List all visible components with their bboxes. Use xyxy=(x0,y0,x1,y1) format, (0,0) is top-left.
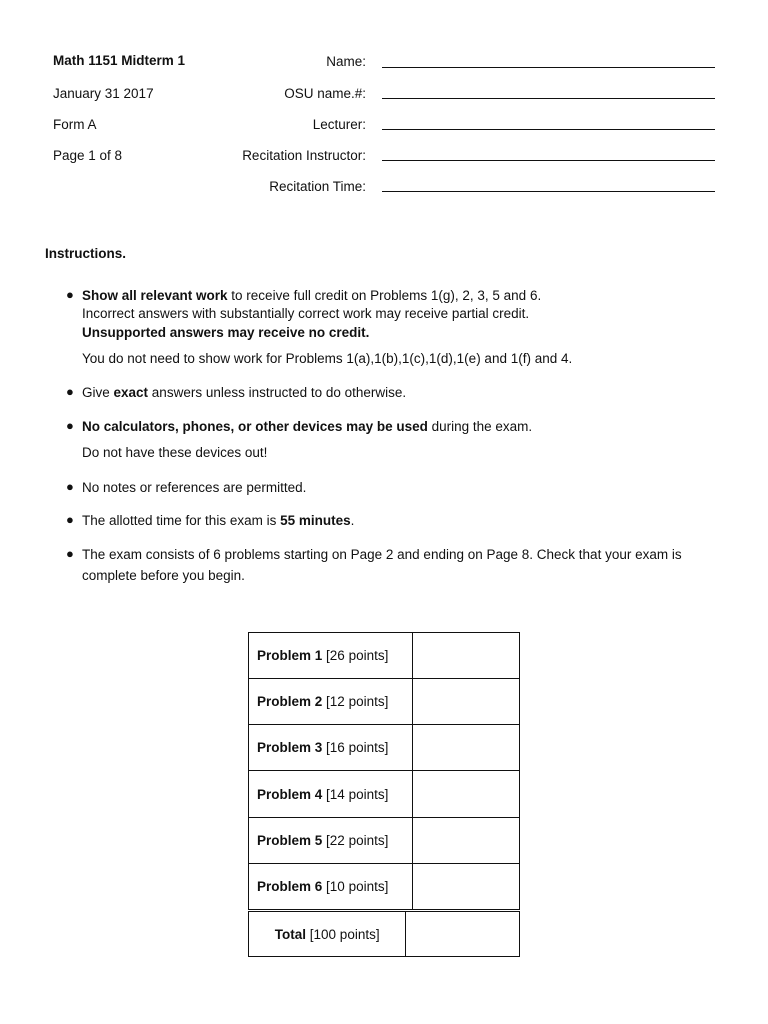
osu-name-field[interactable] xyxy=(382,98,715,99)
score-box[interactable] xyxy=(413,771,520,817)
table-row xyxy=(249,679,520,725)
instruction-partial-credit: Incorrect answers with substantially correct work may receive partial credit. xyxy=(82,306,530,321)
table-row xyxy=(249,817,520,863)
table-row xyxy=(249,633,520,679)
instruction-page-count-cont: complete before you begin. xyxy=(82,568,245,583)
problem-label: Problem 1 [26 points] xyxy=(249,633,413,679)
instruction-emphasis: 55 minutes xyxy=(280,513,351,528)
score-box[interactable] xyxy=(413,679,520,725)
lecturer-field[interactable] xyxy=(382,129,715,130)
table-row xyxy=(249,725,520,771)
instruction-text: answers unless instructed to do otherwise. xyxy=(148,385,407,400)
table-row xyxy=(249,771,520,817)
instructions-heading: Instructions. xyxy=(45,246,127,261)
instruction-time-limit xyxy=(82,511,354,530)
recitation-instructor-field[interactable] xyxy=(382,160,715,161)
instruction-text: . xyxy=(350,513,355,528)
instruction-show-work xyxy=(82,286,541,305)
bullet-icon: ● xyxy=(66,479,74,494)
instruction-no-calculators xyxy=(82,417,532,436)
instruction-text: to receive full credit on Problems 1(g), 2, 3, 5 and 6. xyxy=(227,288,542,303)
instruction-emphasis: exact xyxy=(113,385,149,400)
instruction-text: during the exam. xyxy=(427,419,533,434)
instruction-text: The allotted time for this exam is xyxy=(82,513,281,528)
problem-label: Problem 3 [16 points] xyxy=(249,725,413,771)
instruction-no-notes: No notes or references are permitted. xyxy=(82,480,307,495)
instruction-devices-out: Do not have these devices out! xyxy=(82,445,268,460)
instruction-no-credit: Unsupported answers may receive no credit. xyxy=(82,325,370,340)
bullet-icon: ● xyxy=(66,512,74,527)
recitation-instructor-label: Recitation Instructor: xyxy=(242,148,366,163)
bullet-icon: ● xyxy=(66,546,74,561)
score-box[interactable] xyxy=(413,633,520,679)
instruction-text: Give xyxy=(82,385,114,400)
bullet-icon: ● xyxy=(66,384,74,399)
problem-label: Problem 2 [12 points] xyxy=(249,679,413,725)
name-label: Name: xyxy=(326,54,366,69)
instruction-emphasis: Show all relevant work xyxy=(82,288,228,303)
osu-name-label: OSU name.#: xyxy=(284,86,366,101)
recitation-time-field[interactable] xyxy=(382,191,715,192)
lecturer-label: Lecturer: xyxy=(312,117,366,132)
score-box[interactable] xyxy=(413,817,520,863)
instruction-no-work-needed: You do not need to show work for Problems 1(a),1(b),1(c),1(d),1(e) and 1(f) and 4. xyxy=(82,351,573,366)
exam-form: Form A xyxy=(53,117,97,132)
table-row xyxy=(249,863,520,909)
total-label: Total [100 points] xyxy=(249,912,406,957)
page-number: Page 1 of 8 xyxy=(53,148,123,163)
name-field[interactable] xyxy=(382,67,715,68)
table-row-total xyxy=(249,912,520,957)
exam-date: January 31 2017 xyxy=(53,86,154,101)
score-table xyxy=(248,632,520,910)
bullet-icon: ● xyxy=(66,287,74,302)
recitation-time-label: Recitation Time: xyxy=(269,179,366,194)
problem-label: Problem 6 [10 points] xyxy=(249,863,413,909)
score-box[interactable] xyxy=(413,863,520,909)
bullet-icon: ● xyxy=(66,418,74,433)
total-table xyxy=(248,911,520,957)
score-box[interactable] xyxy=(413,725,520,771)
problem-label: Problem 5 [22 points] xyxy=(249,817,413,863)
instruction-emphasis: No calculators, phones, or other devices may be used xyxy=(82,419,428,434)
total-score-box[interactable] xyxy=(406,912,520,957)
problem-label: Problem 4 [14 points] xyxy=(249,771,413,817)
exam-title: Math 1151 Midterm 1 xyxy=(53,53,186,68)
instruction-page-count: The exam consists of 6 problems starting on Page 2 and ending on Page 8. Check that your exam is xyxy=(82,547,682,562)
instruction-exact-answers xyxy=(82,383,406,402)
